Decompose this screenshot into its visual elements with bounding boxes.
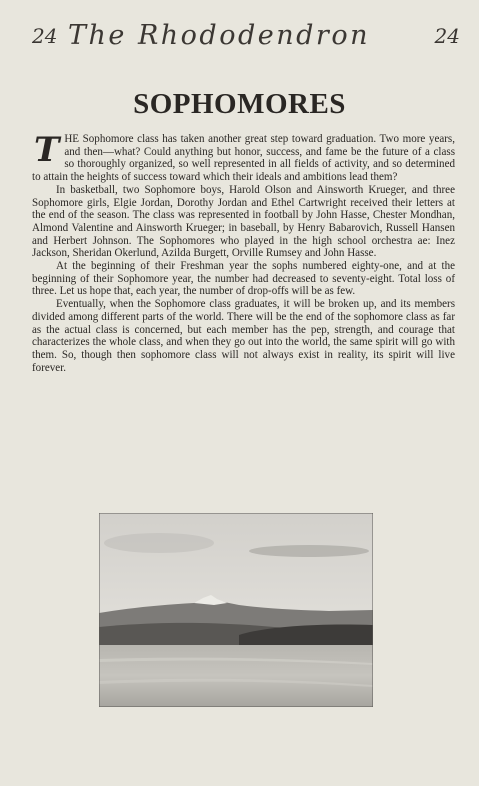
paragraph-4: Eventually, when the Sophomore class graduates, it will be broken up, and its members divided among different parts of the world. There will be the end of the sophomore class as far as the actual class is concerned, but each member has the pep, strength, and courage that characterizes the whole class, and when they go out into the world, the same spirit will go with them. So, though then sophomore class will not always exist in reality, its spirit will live forever. bbox=[32, 298, 455, 374]
paragraph-1-text: HE Sophomore class has taken another great step toward graduation. Two more years, and then—what? Could anything but honor, success, and fame be the future of a class so thoroughly organized, so well represented in all fields of activity, and so determined to attain the heights of success toward which their ideals and ambitions lead them? bbox=[32, 133, 455, 184]
paragraph-1 bbox=[32, 130, 455, 184]
publication-title: The Rhododendron bbox=[68, 20, 370, 51]
paragraph-3: At the beginning of their Freshman year the sophs numbered eighty-one, and at the beginning of their Sophomore year, the number had decreased to seventy-eight. Total loss of three. Let us hope that, each year, the number of drop-offs will be as few. bbox=[32, 260, 455, 298]
page-number-right: 24 bbox=[434, 24, 460, 48]
page-number-left: 24 bbox=[32, 24, 58, 48]
paragraph-2: In basketball, two Sophomore boys, Harold Olson and Ainsworth Krueger, and three Sophomore girls, Elgie Jordan, Dorothy Jordan and Ethel Cartwright received their letters at the end of the season. The class was represented in football by John Hasse, Chester Mondhan, Almond Valentine and Ainsworth Krueger; in baseball, by Henry Babarovich, Russell Hansen and Herbert Johnson. The Sophomores who played in the high school orchestra ae: Inez Jackson, Sheridan Okerlund, Azilda Burgett, Orville Rumsey and John Hasse. bbox=[32, 183, 455, 260]
running-head bbox=[20, 20, 460, 60]
page-title: SOPHOMORES bbox=[133, 88, 346, 120]
article-body bbox=[32, 130, 455, 374]
drop-cap: T bbox=[34, 130, 60, 170]
landscape-photo bbox=[99, 513, 373, 707]
